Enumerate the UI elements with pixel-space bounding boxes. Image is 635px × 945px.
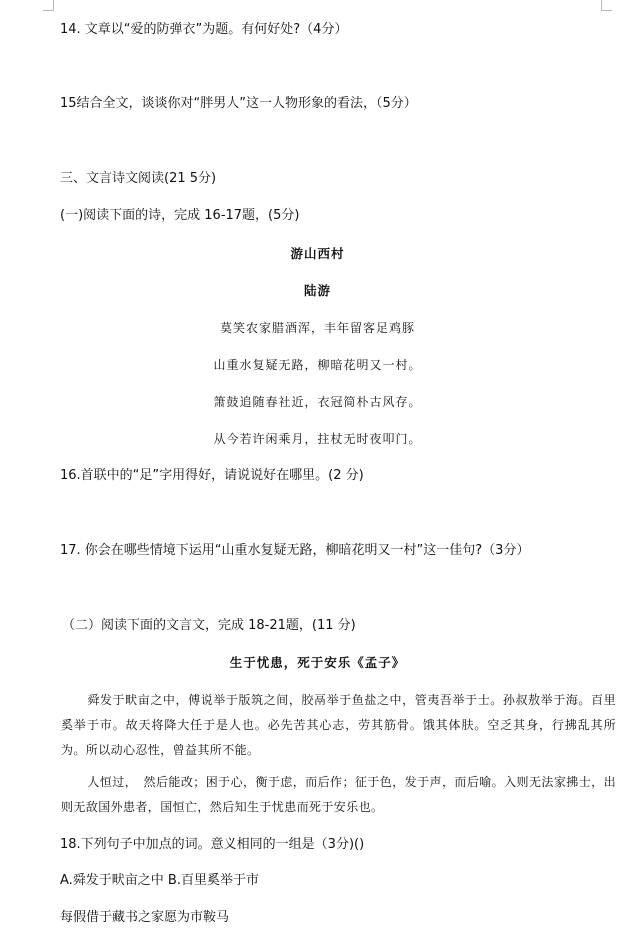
- part-1-instruction: (一)阅读下面的诗，完成 16-17题，(5分): [60, 208, 300, 223]
- poem-line-4: 从今若许闲乘月，拄杖无时夜叩门。: [213, 432, 422, 446]
- essay-title: 生于忧患，死于安乐《孟子》: [229, 655, 406, 670]
- poem-line-3: 箫鼓追随春社近，衣冠简朴古风存。: [213, 395, 422, 409]
- question-18-option-a: A.舜发于畎亩之中 B.百里奚举于市: [60, 873, 259, 888]
- page-corner-mark-left: [43, 0, 54, 11]
- section-3-heading: 三、文言诗文阅读(21 5分): [60, 171, 217, 186]
- poem-line-2: 山重水复疑无路，柳暗花明又一村。: [213, 358, 422, 372]
- poem-title: 游山西村: [290, 246, 345, 261]
- page-corner-mark-right: [601, 0, 612, 11]
- question-17: 17. 你会在哪些情境下运用“山重水复疑无路，柳暗花明又一村”这一佳句?（3分）: [60, 543, 530, 558]
- question-16: 16.首联中的“足”字用得好，请说说好在哪里。(2 分): [60, 468, 364, 483]
- question-18: 18.下列句子中加点的词。意义相同的一组是（3分)(): [60, 837, 365, 852]
- poem-line-1: 莫笑农家腊酒浑，丰年留客足鸡豚: [219, 321, 415, 335]
- continued-line: 每假借于藏书之家愿为市鞍马: [60, 910, 230, 925]
- poem-author: 陆游: [303, 283, 331, 298]
- question-14: 14. 文章以“爱的防弹衣”为题。有何好处?（4分）: [60, 22, 348, 37]
- essay-paragraph-2: 人恒过， 然后能改；困于心，衡于虑，而后作；征于色，发于声，而后喻。入则无法家拂士，出则无敌国外患者，国恒亡，然后知生于忧患而死于安乐也。: [61, 775, 616, 814]
- part-2-instruction: （二）阅读下面的文言文，完成 18-21题，(11 分): [62, 618, 356, 633]
- question-15: 15结合全文，谈谈你对“胖男人”这一人物形象的看法，（5分）: [60, 96, 417, 111]
- essay-paragraph-1: 舜发于畎亩之中，傅说举于版筑之间，胶鬲举于鱼盐之中，管夷吾举于士。孙叔敖举于海。百里奚举于市。故天将降大任于是人也。必先苦其心志，劳其筋骨。饿其体肤。空乏其身，行拂乱其所为。所以动心忍性，曾益其所不能。: [61, 693, 616, 757]
